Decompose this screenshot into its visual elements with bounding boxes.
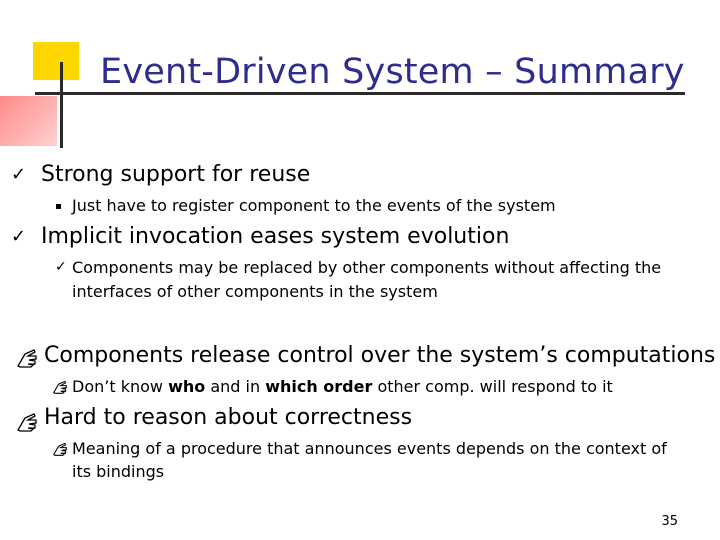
square-bullet-icon — [56, 204, 61, 209]
horizontal-rule — [35, 92, 685, 95]
pointing-hand-icon — [16, 348, 38, 368]
sub-bullet-2-1-line1: Components may be replaced by other components without affecting the — [72, 258, 662, 277]
slide-title: Event-Driven System – Summary — [100, 52, 685, 92]
pointing-hand-icon — [52, 380, 68, 394]
check-icon: ✓ — [55, 259, 67, 275]
check-icon: ✓ — [11, 164, 27, 185]
pointing-hand-icon — [52, 442, 68, 456]
pointing-hand-icon — [16, 412, 38, 432]
bullet-3: Components release control over the system’s computations — [44, 343, 716, 368]
sub-bullet-4-1-line1: Meaning of a procedure that announces events depends on the context of — [72, 439, 667, 458]
sub-bullet-4-1-line2: its bindings — [72, 462, 165, 481]
bullet-2: Implicit invocation eases system evolution — [41, 224, 510, 249]
yellow-square-decoration — [33, 42, 79, 80]
sub-bullet-3-1: Don’t know who and in which order other comp. will respond to it — [72, 377, 613, 396]
sub-bullet-1-1: Just have to register component to the events of the system — [72, 196, 556, 215]
check-icon: ✓ — [11, 226, 27, 247]
red-square-decoration — [0, 96, 57, 146]
vertical-rule — [60, 62, 63, 148]
sub-bullet-2-1-line2: interfaces of other components in the system — [72, 282, 438, 301]
bullet-1: Strong support for reuse — [41, 162, 311, 187]
page-number: 35 — [661, 514, 678, 529]
bullet-4: Hard to reason about correctness — [44, 405, 413, 430]
